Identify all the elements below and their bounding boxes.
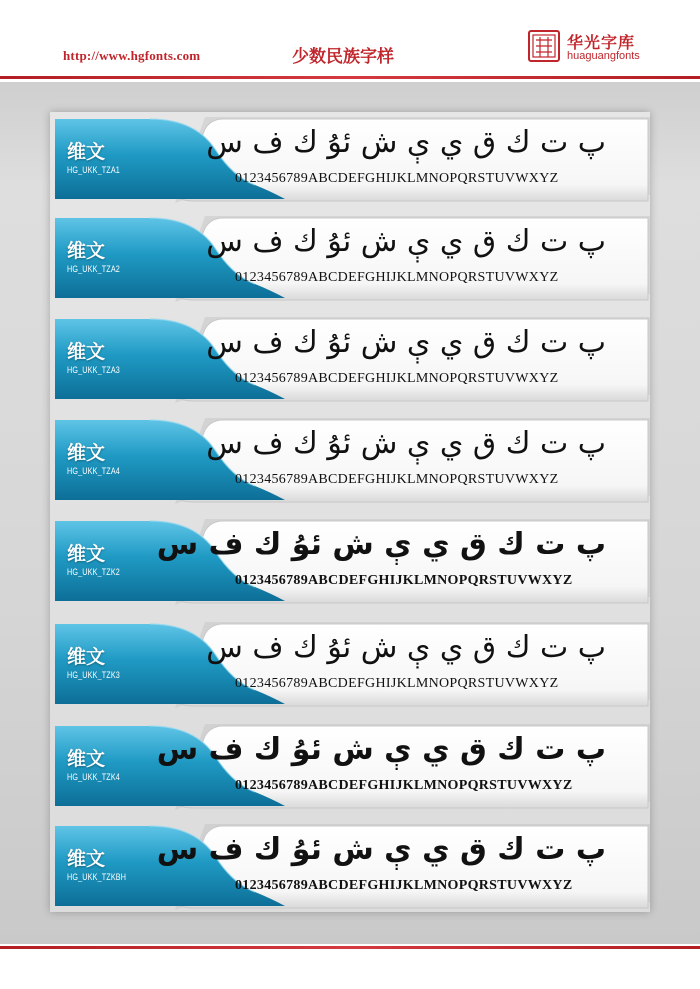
script-name: 维文	[67, 141, 106, 163]
latin-sample: 0123456789ABCDEFGHIJKLMNOPQRSTUVWXYZ	[235, 270, 559, 285]
latin-sample: 0123456789ABCDEFGHIJKLMNOPQRSTUVWXYZ	[235, 573, 573, 588]
font-id: HG_UKK_TZK2	[67, 567, 120, 577]
latin-sample: 0123456789ABCDEFGHIJKLMNOPQRSTUVWXYZ	[235, 171, 559, 186]
specimen-row	[55, 115, 650, 203]
latin-sample: 0123456789ABCDEFGHIJKLMNOPQRSTUVWXYZ	[235, 371, 559, 386]
specimen-row	[55, 315, 650, 403]
script-name: 维文	[67, 442, 106, 464]
specimen-row	[55, 722, 650, 810]
specimen-row	[55, 416, 650, 504]
page-title: 少数民族字样	[292, 47, 394, 67]
latin-sample: 0123456789ABCDEFGHIJKLMNOPQRSTUVWXYZ	[235, 472, 559, 487]
brand-subtitle: huaguangfonts	[567, 50, 640, 62]
latin-sample: 0123456789ABCDEFGHIJKLMNOPQRSTUVWXYZ	[235, 676, 559, 691]
font-id: HG_UKK_TZA1	[67, 165, 120, 175]
font-id: HG_UKK_TZA4	[67, 466, 120, 476]
latin-sample: 0123456789ABCDEFGHIJKLMNOPQRSTUVWXYZ	[235, 778, 573, 793]
page-header	[0, 0, 700, 78]
uyghur-sample: پ ت ك ق ي ې ش ئۇ ك ف س	[206, 630, 606, 665]
script-name: 维文	[67, 748, 106, 770]
specimen-row	[55, 620, 650, 708]
brand-name: 华光字库	[567, 33, 636, 52]
header-divider	[0, 76, 700, 79]
uyghur-sample: پ ت ك ق ي ې ش ئۇ ك ف س	[156, 527, 606, 562]
uyghur-sample: پ ت ك ق ي ې ش ئۇ ك ف س	[206, 325, 606, 360]
font-id: HG_UKK_TZKBH	[67, 872, 127, 882]
website-url[interactable]: http://www.hgfonts.com	[63, 48, 201, 63]
font-id: HG_UKK_TZK3	[67, 670, 120, 680]
script-name: 维文	[67, 848, 106, 870]
font-id: HG_UKK_TZK4	[67, 772, 120, 782]
brand-seal-icon	[528, 30, 560, 62]
uyghur-sample: پ ت ك ق ي ې ش ئۇ ك ف س	[156, 832, 606, 867]
uyghur-sample: پ ت ك ق ي ې ش ئۇ ك ف س	[156, 732, 606, 767]
specimen-row	[55, 822, 650, 910]
latin-sample: 0123456789ABCDEFGHIJKLMNOPQRSTUVWXYZ	[235, 878, 573, 893]
script-name: 维文	[67, 543, 106, 565]
specimen-row	[55, 214, 650, 302]
uyghur-sample: پ ت ك ق ي ې ش ئۇ ك ف س	[206, 125, 606, 160]
script-name: 维文	[67, 341, 106, 363]
font-id: HG_UKK_TZA2	[67, 264, 120, 274]
specimen-row	[55, 517, 650, 605]
footer-divider	[0, 946, 700, 949]
font-id: HG_UKK_TZA3	[67, 365, 120, 375]
script-name: 维文	[67, 240, 106, 262]
script-name: 维文	[67, 646, 106, 668]
specimen-panel	[0, 82, 700, 944]
uyghur-sample: پ ت ك ق ي ې ش ئۇ ك ف س	[206, 426, 606, 461]
uyghur-sample: پ ت ك ق ي ې ش ئۇ ك ف س	[206, 224, 606, 259]
